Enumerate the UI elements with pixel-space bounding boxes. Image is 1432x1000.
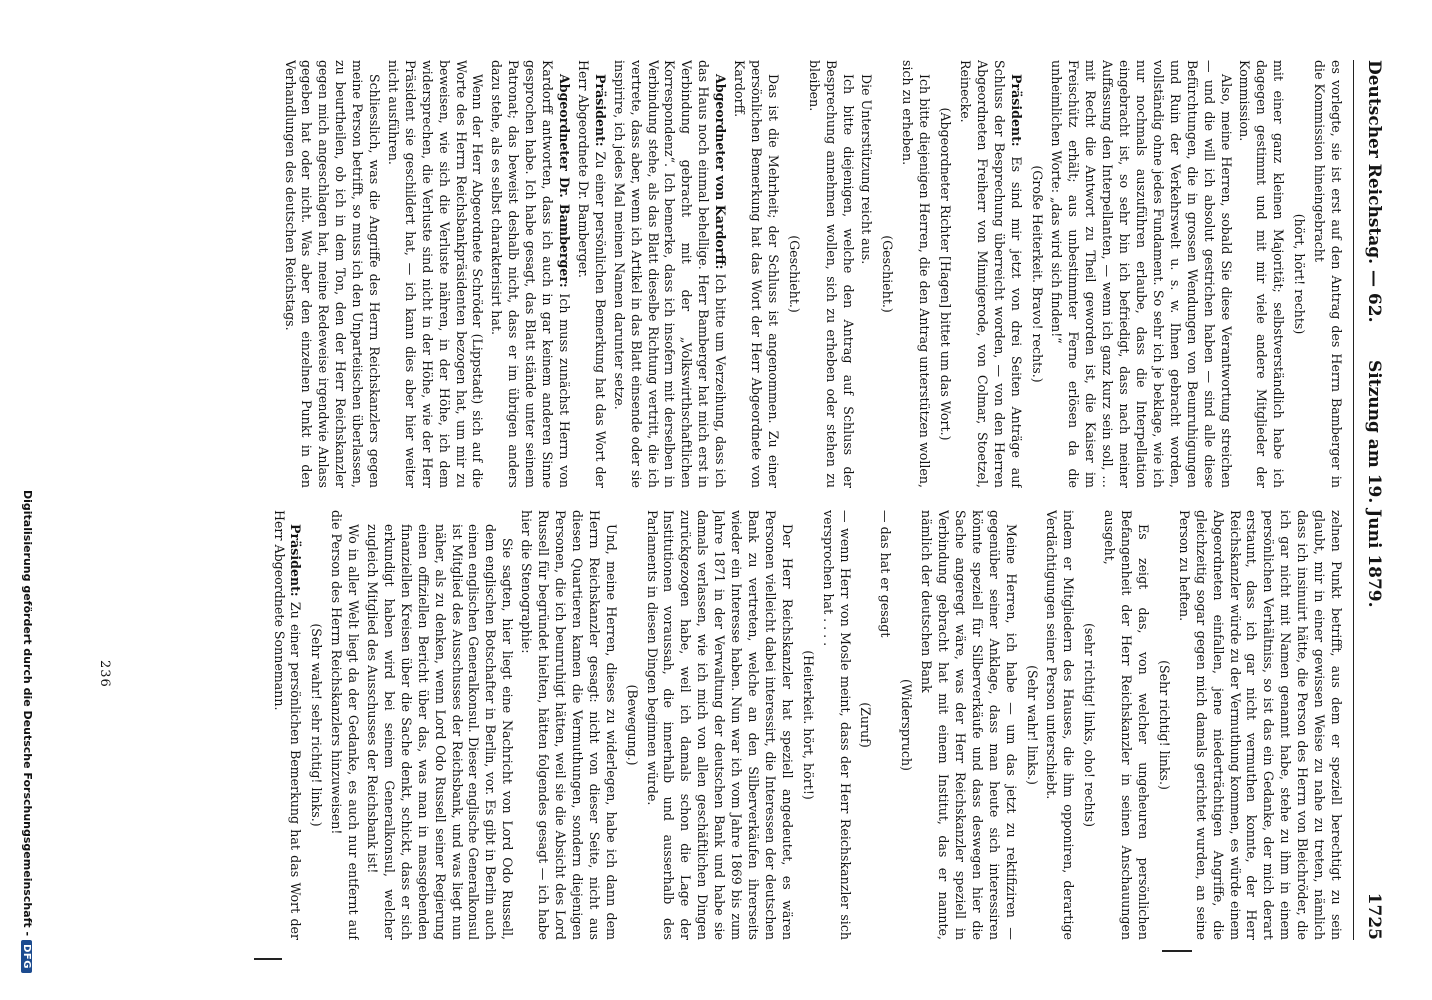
scan-artifact-mark xyxy=(1162,950,1192,952)
interjection: (Sehr wahr! links.) xyxy=(1024,665,1040,785)
speaker-paragraph xyxy=(610,60,728,488)
quoted-passage: Sie sagten, hier liegt eine Nachricht von Lord Odo Russell, dem englischen Botschafter in Berlin, vor. Es gibt in Berlin auch einen englischen Generalkonsul. Dieser englische Generalkonsul ist Mitglied des Ausschusses der Reichsbank, und was liegt nun näher, als zu denken, wenn Lord Odo Russell seiner Regierung einen offiziellen Bericht über das, was man in massgebenden finanziellen Kreisen über die Sache denkt, schickt, dass er sich erkundigt haben wird bei seinem Generalkonsul, welcher zugleich Mitglied des Ausschusses der Reichsbank ist! xyxy=(365,524,516,940)
paragraph: Wenn der Herr Abgeordnete Schröder (Lippstadt) sich auf die Worte des Herrn Reichsbankpräsidenten bezogen hat, um mir zu beweisen, wie sich die Verluste nähren, in der Höhe, ich dem widersprechen, die Verluste sind nicht in der Höhe, wie der Herr Präsident sie geschildert hat, — ich kann dies aber hier weiter nicht ausführen. xyxy=(385,60,486,488)
paragraph: Also, meine Herren, sobald Sie diese Verantwortung streichen — und die will ich absolut gestrichen haben — sind alle diese Befürchtungen, die in grossen Wendungen von Beunruhigungen und Ruin der Verkehrswelt u. s. w. Ihnen gebracht worden, vollständig ohne jedes Fundament. So sehr ich je beklage, wie ich nur nochmals auszuführen erlaube, dass die Interpellation eingebracht ist, so sehr bin ich befriedigt, dass nach meiner Auffassung den Interpellanten, — wenn ich ganz kurz sein soll, … mit Recht die Antwort zu Theil geworden ist, die Kaiser im Freischütz erhält; aus unbestimmter Ferne erlösen da die unheimlichen Worte: „das wird sich finden!“ xyxy=(1049,60,1234,488)
speech-text: Zu einer persönlichen Bemerkung hat das Wort der Herr Abgeordnete Dr. Bamberger. xyxy=(575,60,608,488)
interjection: (Sehr wahr! sehr richtig! links.) xyxy=(309,623,325,827)
dfg-logo: DFG xyxy=(21,940,32,973)
speaker-paragraph xyxy=(956,60,1024,488)
speaker-label: Präsident: xyxy=(1008,74,1024,147)
page-header xyxy=(1353,60,1388,940)
text-column-right xyxy=(114,510,1344,940)
interjection: (sehr richtig! links, oho! rechts) xyxy=(1082,622,1098,828)
paragraph: Schliesslich, was die Angriffe des Herrn Reichskanzlers gegen meine Person betrifft, so muss ich den Unparteiischen überlassen, zu beurtheilen, ob ich in dem Ton, den der Herr Reichskanzler gegen mich angeschlagen hat, meine Redeweise irgendwie Anlass gegeben hat oder nicht. Was aber den einzelnen Punkt in den Verhandlungen des deutschen Reichstags. xyxy=(282,60,383,488)
paragraph: Es zeigt das, von welcher ungeheuren persönlichen Befangenheit der Herr Reichskanzler in seinen Anschauungen ausgeht, xyxy=(1102,510,1152,940)
text-column-left xyxy=(114,60,1344,488)
speaker-label: Präsident: xyxy=(592,74,608,147)
header-publication: Deutscher Reichstag. — 62. xyxy=(1364,60,1384,323)
interjection: (Geschieht.) xyxy=(786,235,802,313)
paragraph: — wenn Herr von Mosle meint, dass der Herr Reichskanzler sich versprochen hat . . . . xyxy=(820,510,853,940)
paragraph: Und, meine Herren, dieses zu widerlegen, habe ich dann dem Herrn Reichskanzler gesagt: nicht von dieser Seite, nicht aus diesen Quartieren kamen die Vermuthungen, sondern diejenigen Personen, die ich beunruhigt hätten, weil sie die Absicht des Lord Russell für begründet hielten, hätten folgendes gesagt — ich habe hier die Stenographie: xyxy=(519,510,619,940)
header-session-date: Sitzung am 19. Juni 1879. xyxy=(1364,360,1384,608)
paragraph: es vorlegte, sie ist erst auf den Antrag des Herrn Bamberger in die Kommission hineingebracht xyxy=(1312,60,1344,488)
paragraph: — das hat er gesagt xyxy=(878,510,894,638)
speaker-paragraph xyxy=(574,60,608,488)
page-number: 1725 xyxy=(1364,892,1384,940)
speech-text: Es sind mir jetzt von drei Seiten Anträge auf Schluss der Besprechung überreicht worden, — von den Herren Abgeordneten Freiherr von Minnigerode, von Colmar, Stoetzel, Reinecke. xyxy=(957,60,1024,488)
paragraph: Wo in aller Welt liegt da der Gedanke, es auch nur entfernt auf die Person des Herrn Reichskanzlers hinzuweisen! xyxy=(329,510,362,940)
speaker-label: Abgeordneter Dr. Bamberger: xyxy=(557,74,573,288)
paragraph: Die Unterstützung reicht aus. xyxy=(859,74,875,265)
paragraph: Das ist die Mehrheit; der Schluss ist angenommen. Zu einer persönlichen Bemerkung hat das Wort der Herr Abgeordnete von Kardorff. xyxy=(732,60,781,488)
speaker-paragraph xyxy=(270,510,304,940)
digitization-credit xyxy=(21,490,34,969)
speaker-label: Präsident: xyxy=(288,524,304,597)
credit-text: Digitalisierung gefördert durch die Deutsche Forschungsgemeinschaft - xyxy=(21,490,34,937)
interjection: (hört, hört! rechts) xyxy=(1292,213,1308,335)
paragraph: mit einer ganz kleinen Majorität; selbstverständlich habe ich dagegen gestimmt und mit mir viele andere Mitglieder der Kommission. xyxy=(1237,60,1287,488)
interjection: (Heiterkeit. hört, hört!) xyxy=(800,650,816,800)
interjection: (Geschieht.) xyxy=(880,235,896,313)
interjection: (Große Heiterkeit. Bravo! rechts.) xyxy=(1029,165,1045,383)
speaker-paragraph xyxy=(488,60,573,488)
speech-text: Ich muss zunächst Herrn von Kardorff antworten, dass ich auch in gar keinem anderen Sinne gesprochen habe. Ich habe gesagt, das Blatt stände unter seinem Patronat; das beweist deshalb nicht, dass er im übrigen anders dazu stehe, als es selbst charakterisirt hat. xyxy=(489,60,573,488)
speech-text: Ich bitte um Verzeihung, dass ich das Haus noch einmal behellige. Herr Bamberger hat mich erst in Verbindung gebracht mit der „Volkswirthschaftlichen Korrespondenz“. Ich bemerke, dass ich insofern mit derselben in Verbindung stehe, als das Blatt dieselbe Richtung vertritt, die ich vertrete, dass aber, wenn ich Artikel in das Blatt einsende oder sie inspirire, ich jedes Mal meinen Namen darunter setze. xyxy=(611,60,729,488)
interjection: (Widerspruch) xyxy=(899,679,915,771)
paragraph: Meine Herren, ich habe — um das jetzt zu rektifiziren — gegenüber seiner Anklage, dass man heute sich interessiren könnte speziell für Silberverkäufe und dass deswegen hier die Sache angeregt wäre, was der Herr Reichskanzler speziell in Verbindung gebracht hat mit einem Institut, das er nannte, nämlich der deutschen Bank xyxy=(919,510,1019,940)
paragraph: zelnen Punkt betrifft, aus dem er speziell berechtigt zu sein glaubt, mir in einer gewissen Weise zu nahe zu treten, nämlich dass ich insinuirt hätte, die Person des Herrn von Bleichröder, die ich gar nicht mit Namen genannt habe, stehe zu ihm in einem persönlichen Verhältniss, so ist das ein Gedanke, der mich derart erstaunt, dass ich gar nicht vermuthen konnte, der Herr Reichskanzler würde zu der Vermuthung kommen, es würde einem Abgeordneten einfallen, jene niederträchtigen Angriffe, die gleichzeitig sogar gegen mich damals gerichtet wurden, an seine Person zu heften. xyxy=(1176,510,1344,940)
interjection: (Abgeordneter Richter [Hagen] bittet um das Wort.) xyxy=(938,107,954,441)
interjection: (Zuruf) xyxy=(858,702,874,748)
scan-artifact-mark xyxy=(254,958,282,960)
paragraph: indem er Mitgliedern des Hauses, die ihm opponiren, derartige Verdächtigungen seiner Person unterschiebt. xyxy=(1044,510,1077,940)
speech-text: Zu einer persönlichen Bemerkung hat das Wort der Herr Abgeordnete Sonnemann. xyxy=(271,510,304,940)
paragraph: Ich bitte diejenigen Herren, die den Antrag unterstützen wollen, sich zu erheben. xyxy=(900,60,933,488)
paragraph: Der Herr Reichskanzler hat speziell angedeutet, es wären Personen vielleicht dabei interessirt, die Interessen der deutschen Bank zu vertreten, welche an den Silberverkäufen ihrerseits wieder ein Interesse haben. Nun war ich vom Jahre 1869 bis zum Jahre 1871 in der Verwaltung der deutschen Bank und habe sie damals verlassen, wie ich mich von allen geschäftlichen Dingen zurückgezogen habe, weil ich damals schon die Lage der Institutionen voraussah, die innerhalb und ausserhalb des Parlaments in diesen Dingen beginnen würde. xyxy=(644,510,795,940)
speaker-label: Abgeordneter von Kardorff: xyxy=(713,74,729,270)
interjection: (Bewegung.) xyxy=(624,684,640,766)
interjection: (Sehr richtig! links.) xyxy=(1156,660,1172,790)
paragraph: Ich bitte diejenigen, welche den Antrag auf Schluss der Besprechung annehmen wollen, sich zu erheben oder stehen zu bleiben. xyxy=(806,60,856,488)
sheet-signature: 236 xyxy=(97,660,112,688)
